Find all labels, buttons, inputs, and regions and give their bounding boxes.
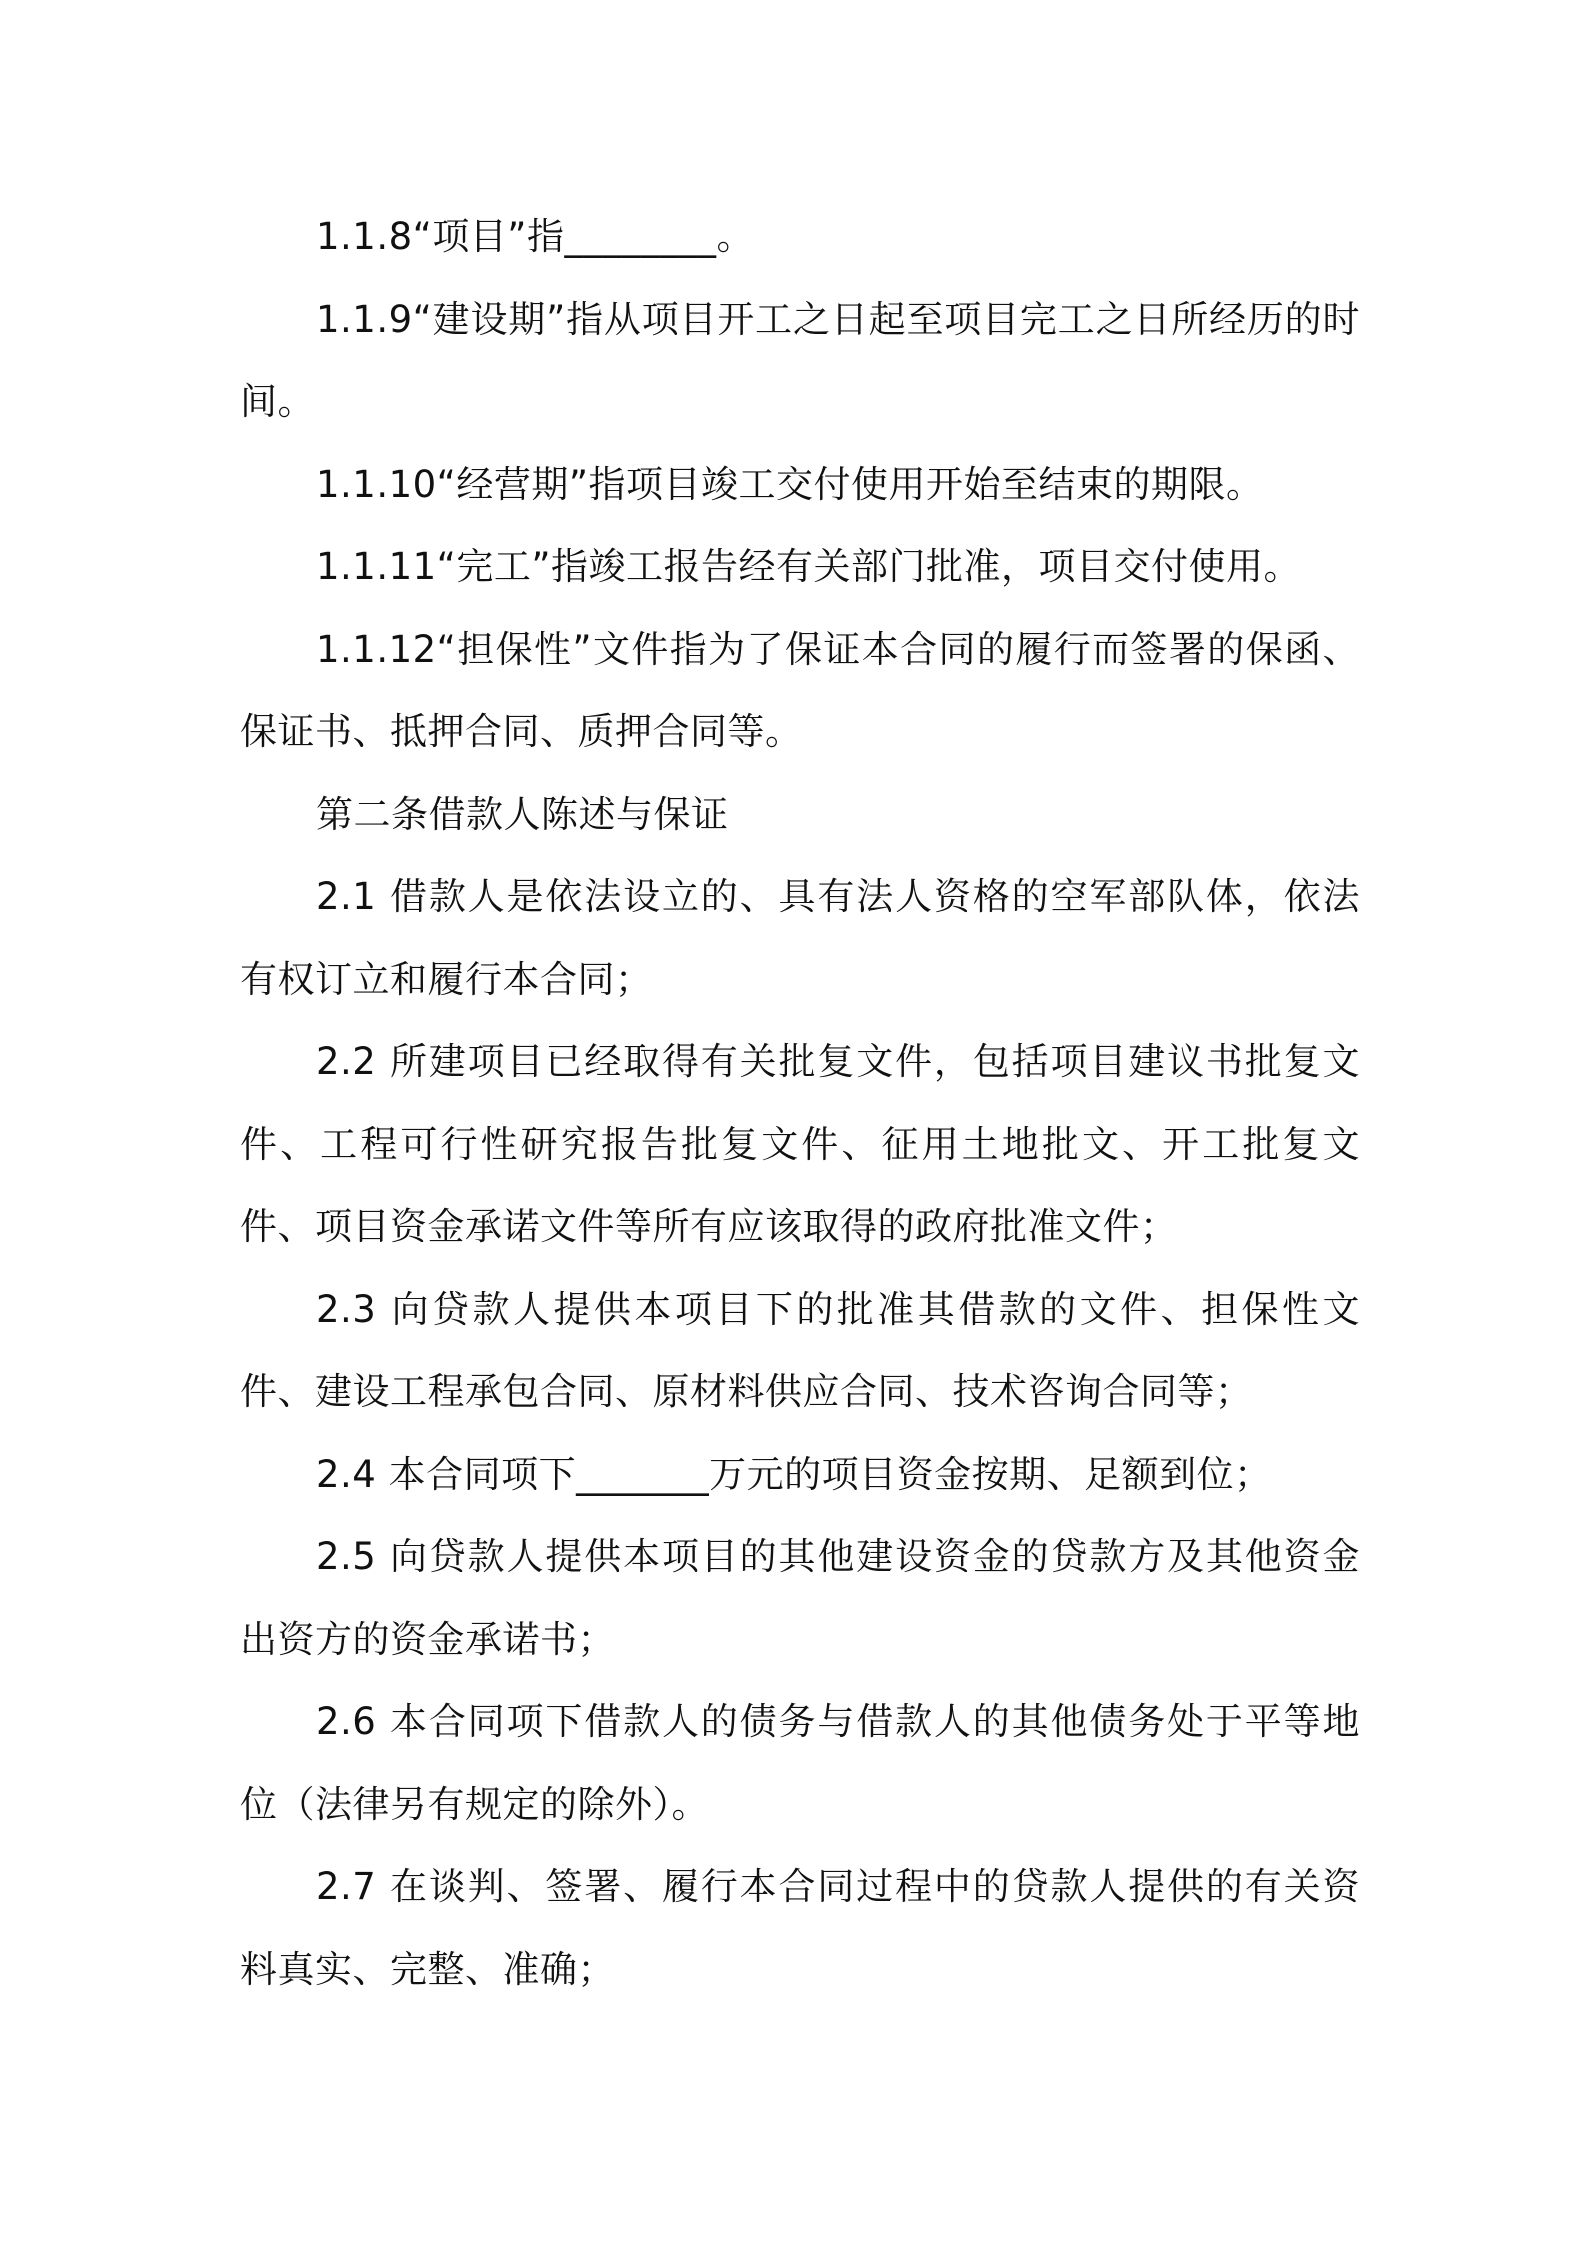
- clause-1-1-12: 1.1.12“担保性”文件指为了保证本合同的履行而签署的保函、保证书、抵押合同、质押合同等。: [240, 627, 1360, 753]
- clause-1-1-8: 1.1.8“项目”指________。: [316, 215, 754, 258]
- clause-1-1-9: 1.1.9“建设期”指从项目开工之日起至项目完工之日所经历的时间。: [240, 297, 1360, 423]
- clause-2-1: 2.1 借款人是依法设立的、具有法人资格的空军部队体，依法有权订立和履行本合同；: [240, 875, 1360, 1001]
- clause-2-6: 2.6 本合同项下借款人的债务与借款人的其他债务处于平等地位（法律另有规定的除外）。: [240, 1700, 1360, 1826]
- clause-2-4: 2.4 本合同项下_______万元的项目资金按期、足额到位；: [316, 1452, 1272, 1496]
- clause-1-1-10: 1.1.10“经营期”指项目竣工交付使用开始至结束的期限。: [316, 462, 1264, 506]
- clause-2-7: 2.7 在谈判、签署、履行本合同过程中的贷款人提供的有关资料真实、完整、准确；: [240, 1865, 1360, 1991]
- clause-2-5: 2.5 向贷款人提供本项目的其他建设资金的贷款方及其他资金出资方的资金承诺书；: [240, 1535, 1360, 1661]
- article-2-heading: 第二条借款人陈述与保证: [316, 792, 729, 836]
- clause-2-3: 2.3 向贷款人提供本项目下的批准其借款的文件、担保性文件、建设工程承包合同、原材料供应合同、技术咨询合同等；: [240, 1287, 1360, 1413]
- clause-2-2: 2.2 所建项目已经取得有关批复文件，包括项目建议书批复文件、工程可行性研究报告批复文件、征用土地批文、开工批复文件、项目资金承诺文件等所有应该取得的政府批准文件；: [240, 1040, 1360, 1248]
- clause-1-1-11: 1.1.11“完工”指竣工报告经有关部门批准，项目交付使用。: [316, 545, 1302, 588]
- document-body: [240, 196, 1360, 2011]
